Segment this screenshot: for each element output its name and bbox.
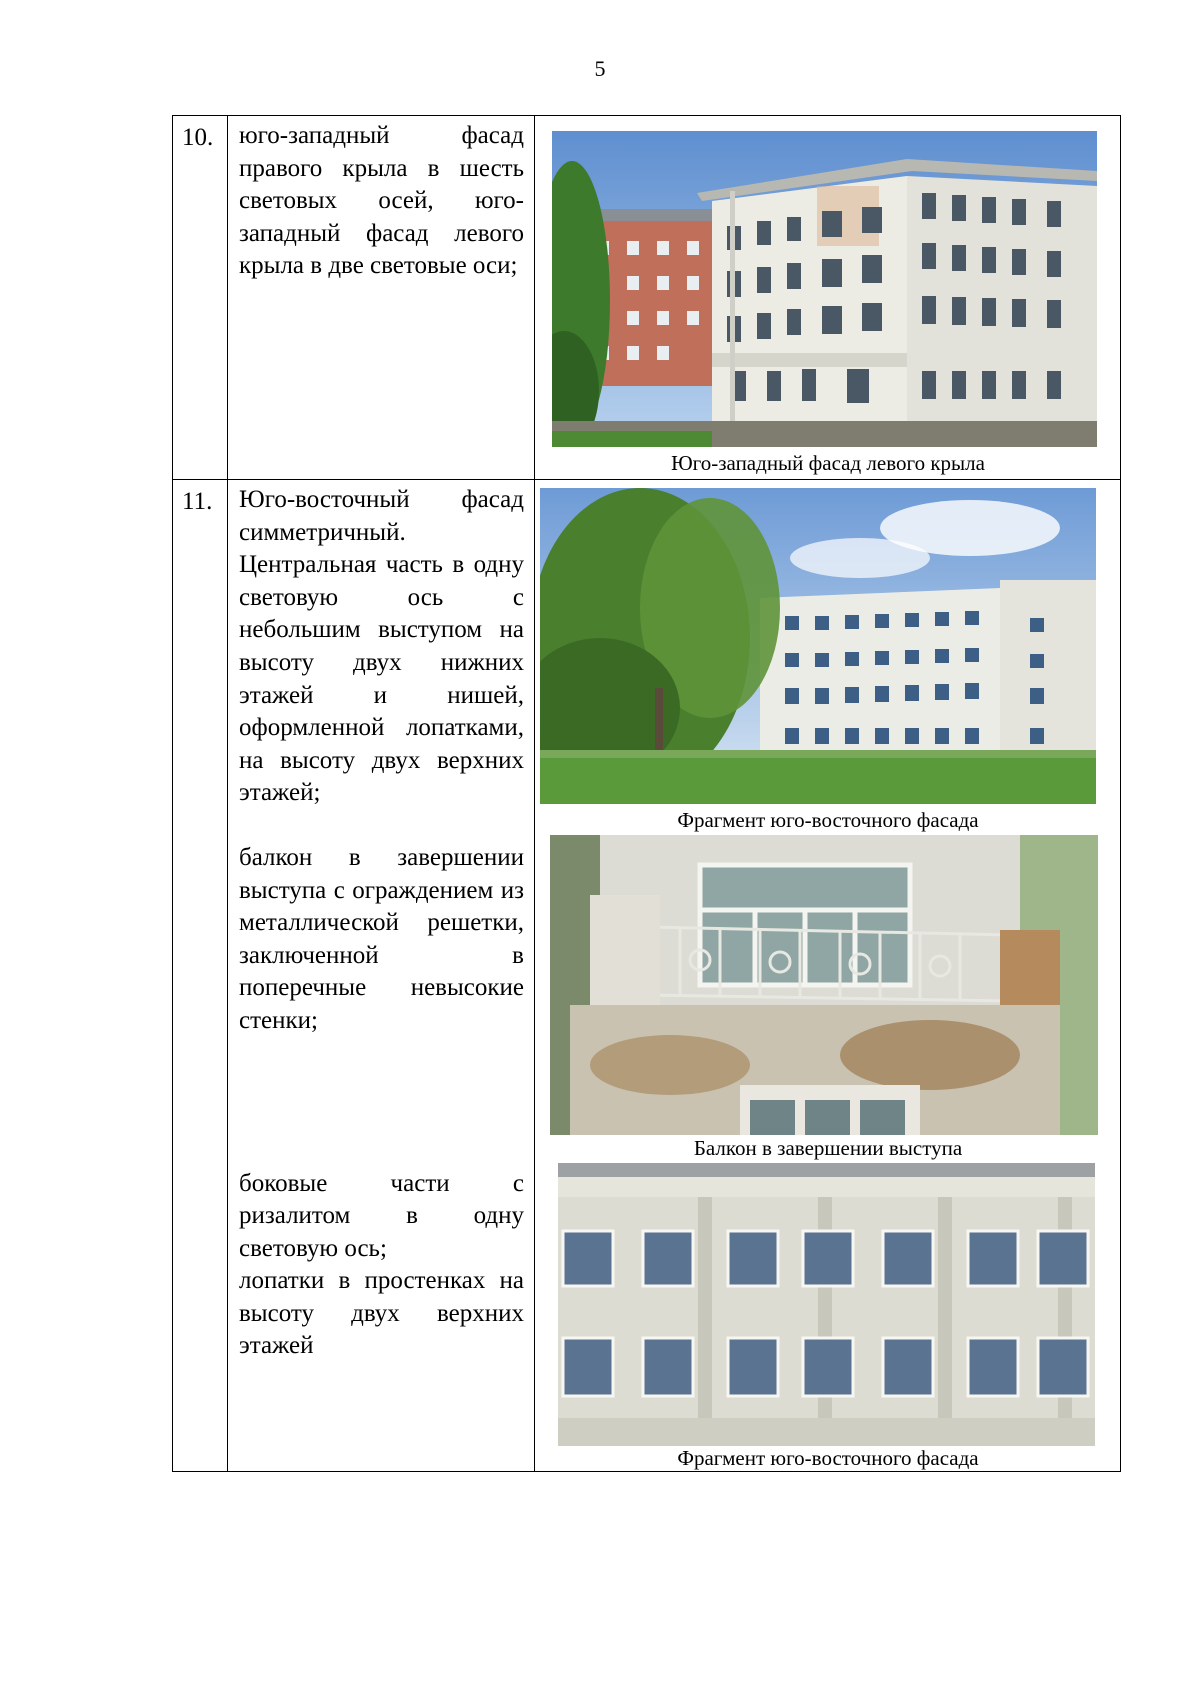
photo-side-facade [558, 1163, 1095, 1446]
photo-caption: Фрагмент юго-восточного фасада [677, 1446, 979, 1470]
description-text: балкон в завершении выступа с ограждением из металлической решетки, заключенной в поперечные невысокие стенки; [239, 843, 524, 1034]
description-text: юго-западный фасад правого крыла в шесть световых осей, юго-западный фасад левого крыла в две световые оси; [239, 122, 524, 280]
description-cell [228, 116, 535, 480]
photo-balcony [550, 835, 1098, 1135]
description-text: Юго-восточный фасад симметричный. [239, 486, 524, 546]
photo-caption: Балкон в завершении выступа [693, 1136, 963, 1160]
description-text: лопатки в простенках на высоту двух верхних этажей [239, 1267, 524, 1360]
photo-southeast-facade [540, 488, 1096, 804]
description-text: боковые части с ризалитом в одну световую ось; [239, 1169, 524, 1262]
description-cell [228, 480, 535, 1472]
table-row [173, 480, 1121, 1472]
description-text: Центральная часть в одну световую ось с небольшим выступом на высоту двух нижних этажей и нишей, оформленной лопатками, на высоту двух верхних этажей; [239, 551, 524, 807]
table-row [173, 116, 1121, 480]
row-number: 10. [182, 124, 214, 151]
row-number-cell [173, 116, 228, 480]
page-number: 5 [594, 56, 606, 81]
photo-caption: Фрагмент юго-восточного фасада [677, 808, 979, 832]
facade-table [172, 115, 1121, 1472]
row-number-cell [173, 480, 228, 1472]
photo-cell [535, 480, 1121, 1472]
row-number: 11. [182, 488, 213, 515]
photo-cell [535, 116, 1121, 480]
photo-caption: Юго-западный фасад левого крыла [671, 451, 985, 475]
photo-southwest-facade [552, 131, 1097, 447]
